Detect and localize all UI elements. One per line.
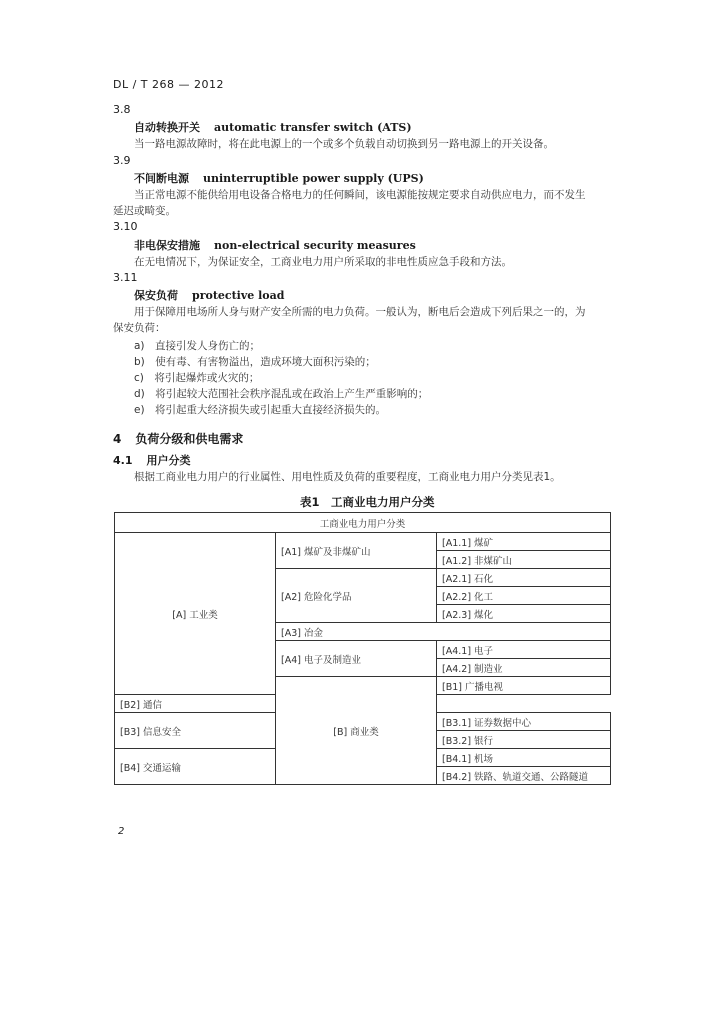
table-header: 工商业电力用户分类 [115,513,611,533]
term-number: 3.8 [113,103,131,116]
user-classification-table [114,512,611,785]
term-definition: 当一路电源故障时，将在此电源上的一个或多个负载自动切换到另一路电源上的开关设备。 [134,138,554,150]
table-caption: 表1 工商业电力用户分类 [300,495,435,509]
item-cell: [B4.2] 铁路、轨道交通、公路隧道 [437,767,611,785]
subcategory-cell: [B4] 交通运输 [115,749,276,785]
page-number: 2 [118,826,125,837]
subcategory-cell: [B2] 通信 [115,695,437,713]
subcategory-cell: [B1] 广播电视 [437,677,611,695]
term-zh: 保安负荷 [134,289,178,302]
term-number: 3.10 [113,220,138,233]
item-cell: [B3.1] 证券数据中心 [437,713,611,731]
item-cell: [A4.1] 电子 [437,641,611,659]
list-item: a) 直接引发人身伤亡的； [134,340,261,352]
item-cell: [B3.2] 银行 [437,731,611,749]
term-definition: 在无电情况下，为保证安全，工商业电力用户所采取的非电性质应急手段和方法。 [134,256,512,268]
list-item: c) 将引起爆炸或火灾的； [134,372,260,384]
item-cell: [A1.2] 非煤矿山 [437,551,611,569]
subcategory-cell: [A3] 冶金 [276,623,611,641]
item-cell: [B4.1] 机场 [437,749,611,767]
category-cell: [B] 商业类 [276,677,437,785]
section-number: 4 [113,432,122,446]
table-row [115,695,611,713]
table-row [115,533,611,551]
subsection-heading [113,452,191,468]
list-item: d) 将引起较大范围社会秩序混乱或在政治上产生严重影响的； [134,388,429,400]
item-cell: [A2.3] 煤化 [437,605,611,623]
term-en: protective load [192,289,285,302]
term-number: 3.9 [113,154,131,167]
section-title: 负荷分级和供电需求 [135,432,244,446]
item-cell: [A2.1] 石化 [437,569,611,587]
term-en: automatic transfer switch (ATS) [214,121,412,134]
term-title [134,237,416,253]
term-title [134,287,284,303]
document-header: DL / T 268 — 2012 [113,78,224,91]
term-definition: 用于保障用电场所人身与财产安全所需的电力负荷。一般认为，断电后会造成下列后果之一的，为 [134,306,586,318]
term-number: 3.11 [113,271,138,284]
term-en: uninterruptible power supply (UPS) [203,172,424,185]
paragraph: 根据工商业电力用户的行业属性、用电性质及负荷的重要程度，工商业电力用户分类见表1。 [134,471,561,483]
item-cell: [A2.2] 化工 [437,587,611,605]
subcategory-cell: [B3] 信息安全 [115,713,276,749]
term-zh: 非电保安措施 [134,239,200,252]
term-title [134,119,412,135]
term-en: non-electrical security measures [214,239,416,252]
category-cell: [A] 工业类 [115,533,276,695]
subcategory-cell: [A4] 电子及制造业 [276,641,437,677]
section-number: 4.1 [113,454,133,467]
section-heading [113,430,243,447]
list-item: e) 将引起重大经济损失或引起重大直接经济损失的。 [134,404,387,416]
item-cell: [A4.2] 制造业 [437,659,611,677]
term-title [134,170,424,186]
list-item: b) 使有毒、有害物溢出，造成环境大面积污染的； [134,356,376,368]
item-cell: [A1.1] 煤矿 [437,533,611,551]
table-header-row [115,513,611,533]
term-zh: 不间断电源 [134,172,189,185]
term-definition: 延迟或畸变。 [113,205,176,217]
subcategory-cell: [A2] 危险化学品 [276,569,437,623]
term-definition: 当正常电源不能供给用电设备合格电力的任何瞬间，该电源能按规定要求自动供应电力，而不发生 [134,189,586,201]
section-title: 用户分类 [146,454,191,467]
term-zh: 自动转换开关 [134,121,200,134]
term-definition: 保安负荷： [113,322,166,334]
subcategory-cell: [A1] 煤矿及非煤矿山 [276,533,437,569]
